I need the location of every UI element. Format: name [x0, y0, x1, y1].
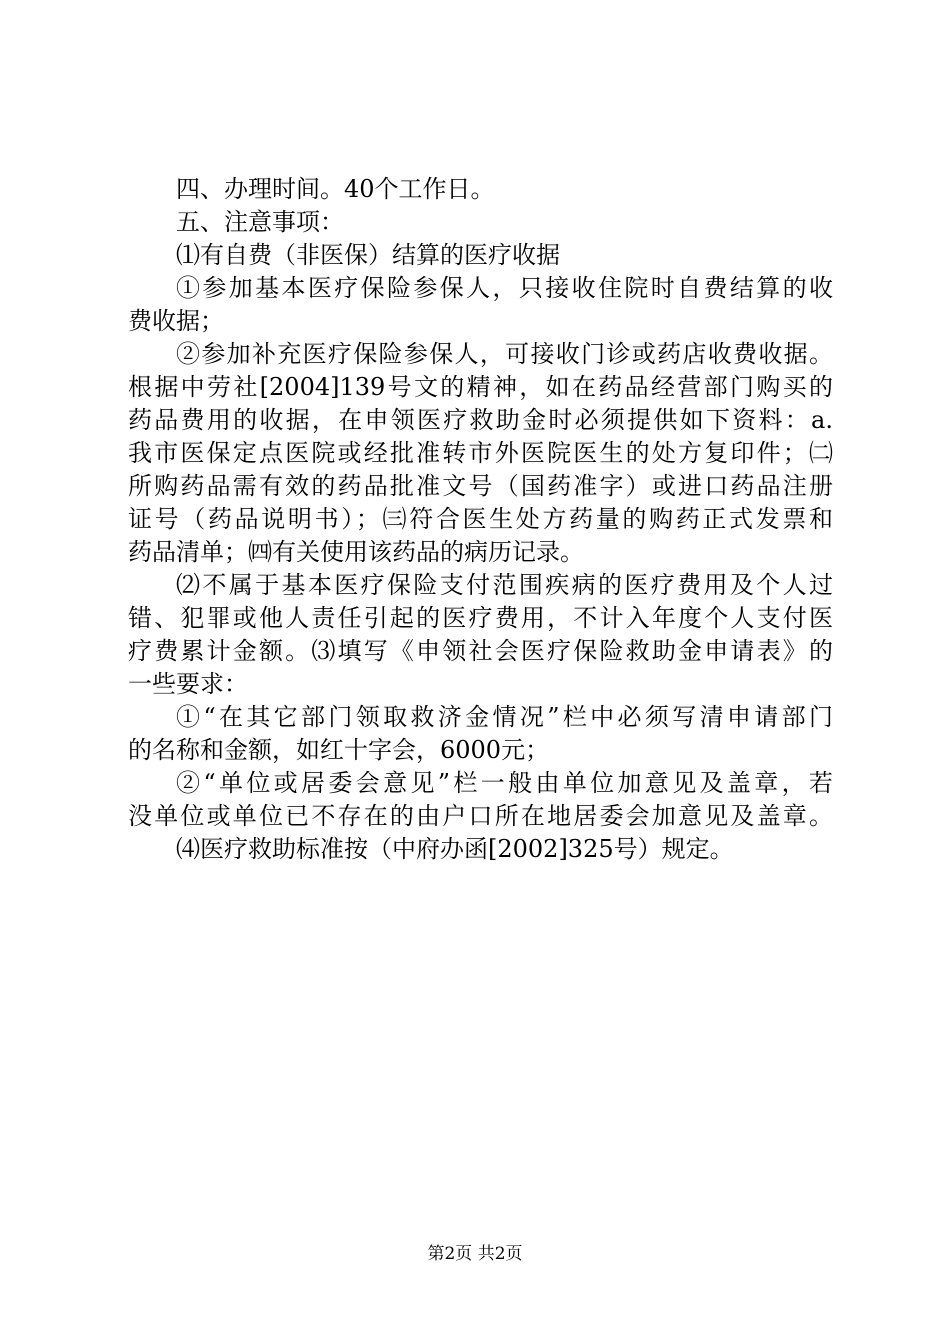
paragraph-line: ②参加补充医疗保险参保人，可接收门诊或药店收费收据。 — [176, 340, 833, 368]
paragraph-line: 四、办理时间。40个工作日。 — [176, 175, 495, 203]
paragraph-line: 所购药品需有效的药品批准文号（国药准字）或进口药品注册 — [128, 472, 833, 500]
paragraph-line: 费收据； — [128, 307, 224, 335]
paragraph-line: 药品清单；㈣有关使用该药品的病历记录。 — [128, 538, 584, 566]
paragraph-line: ①参加基本医疗保险参保人，只接收住院时自费结算的收 — [176, 274, 833, 302]
paragraph-line: 疗费累计金额。⑶填写《申领社会医疗保险救助金申请表》的 — [128, 637, 833, 665]
paragraph-line: ①“在其它部门领取救济金情况”栏中必须写清申请部门 — [176, 703, 833, 731]
paragraph-line: 没单位或单位已不存在的由户口所在地居委会加意见及盖章。 — [128, 802, 833, 830]
paragraph-line: 根据中劳社[2004]139号文的精神，如在药品经营部门购买的 — [128, 373, 833, 401]
paragraph-line: ⑵不属于基本医疗保险支付范围疾病的医疗费用及个人过 — [176, 571, 833, 599]
paragraph-line: 药品费用的收据，在申领医疗救助金时必须提供如下资料：a. — [128, 406, 833, 434]
paragraph-line: 五、注意事项： — [176, 208, 344, 236]
paragraph-line: 我市医保定点医院或经批准转市外医院医生的处方复印件；㈡ — [128, 439, 833, 467]
page-number-footer: 第2页 共2页 — [427, 1244, 523, 1264]
paragraph-line: ⑷医疗救助标准按（中府办函[2002]325号）规定。 — [176, 835, 734, 863]
paragraph-line: 错、犯罪或他人责任引起的医疗费用，不计入年度个人支付医 — [128, 604, 833, 632]
paragraph-line: 证号（药品说明书）；㈢符合医生处方药量的购药正式发票和 — [128, 505, 833, 533]
paragraph-line: 一些要求： — [128, 670, 248, 698]
paragraph-line: ⑴有自费（非医保）结算的医疗收据 — [176, 241, 560, 269]
paragraph-line: 的名称和金额，如红十字会，6000元； — [128, 736, 550, 764]
document-body — [128, 173, 833, 866]
paragraph-line: ②“单位或居委会意见”栏一般由单位加意见及盖章，若 — [176, 769, 833, 797]
